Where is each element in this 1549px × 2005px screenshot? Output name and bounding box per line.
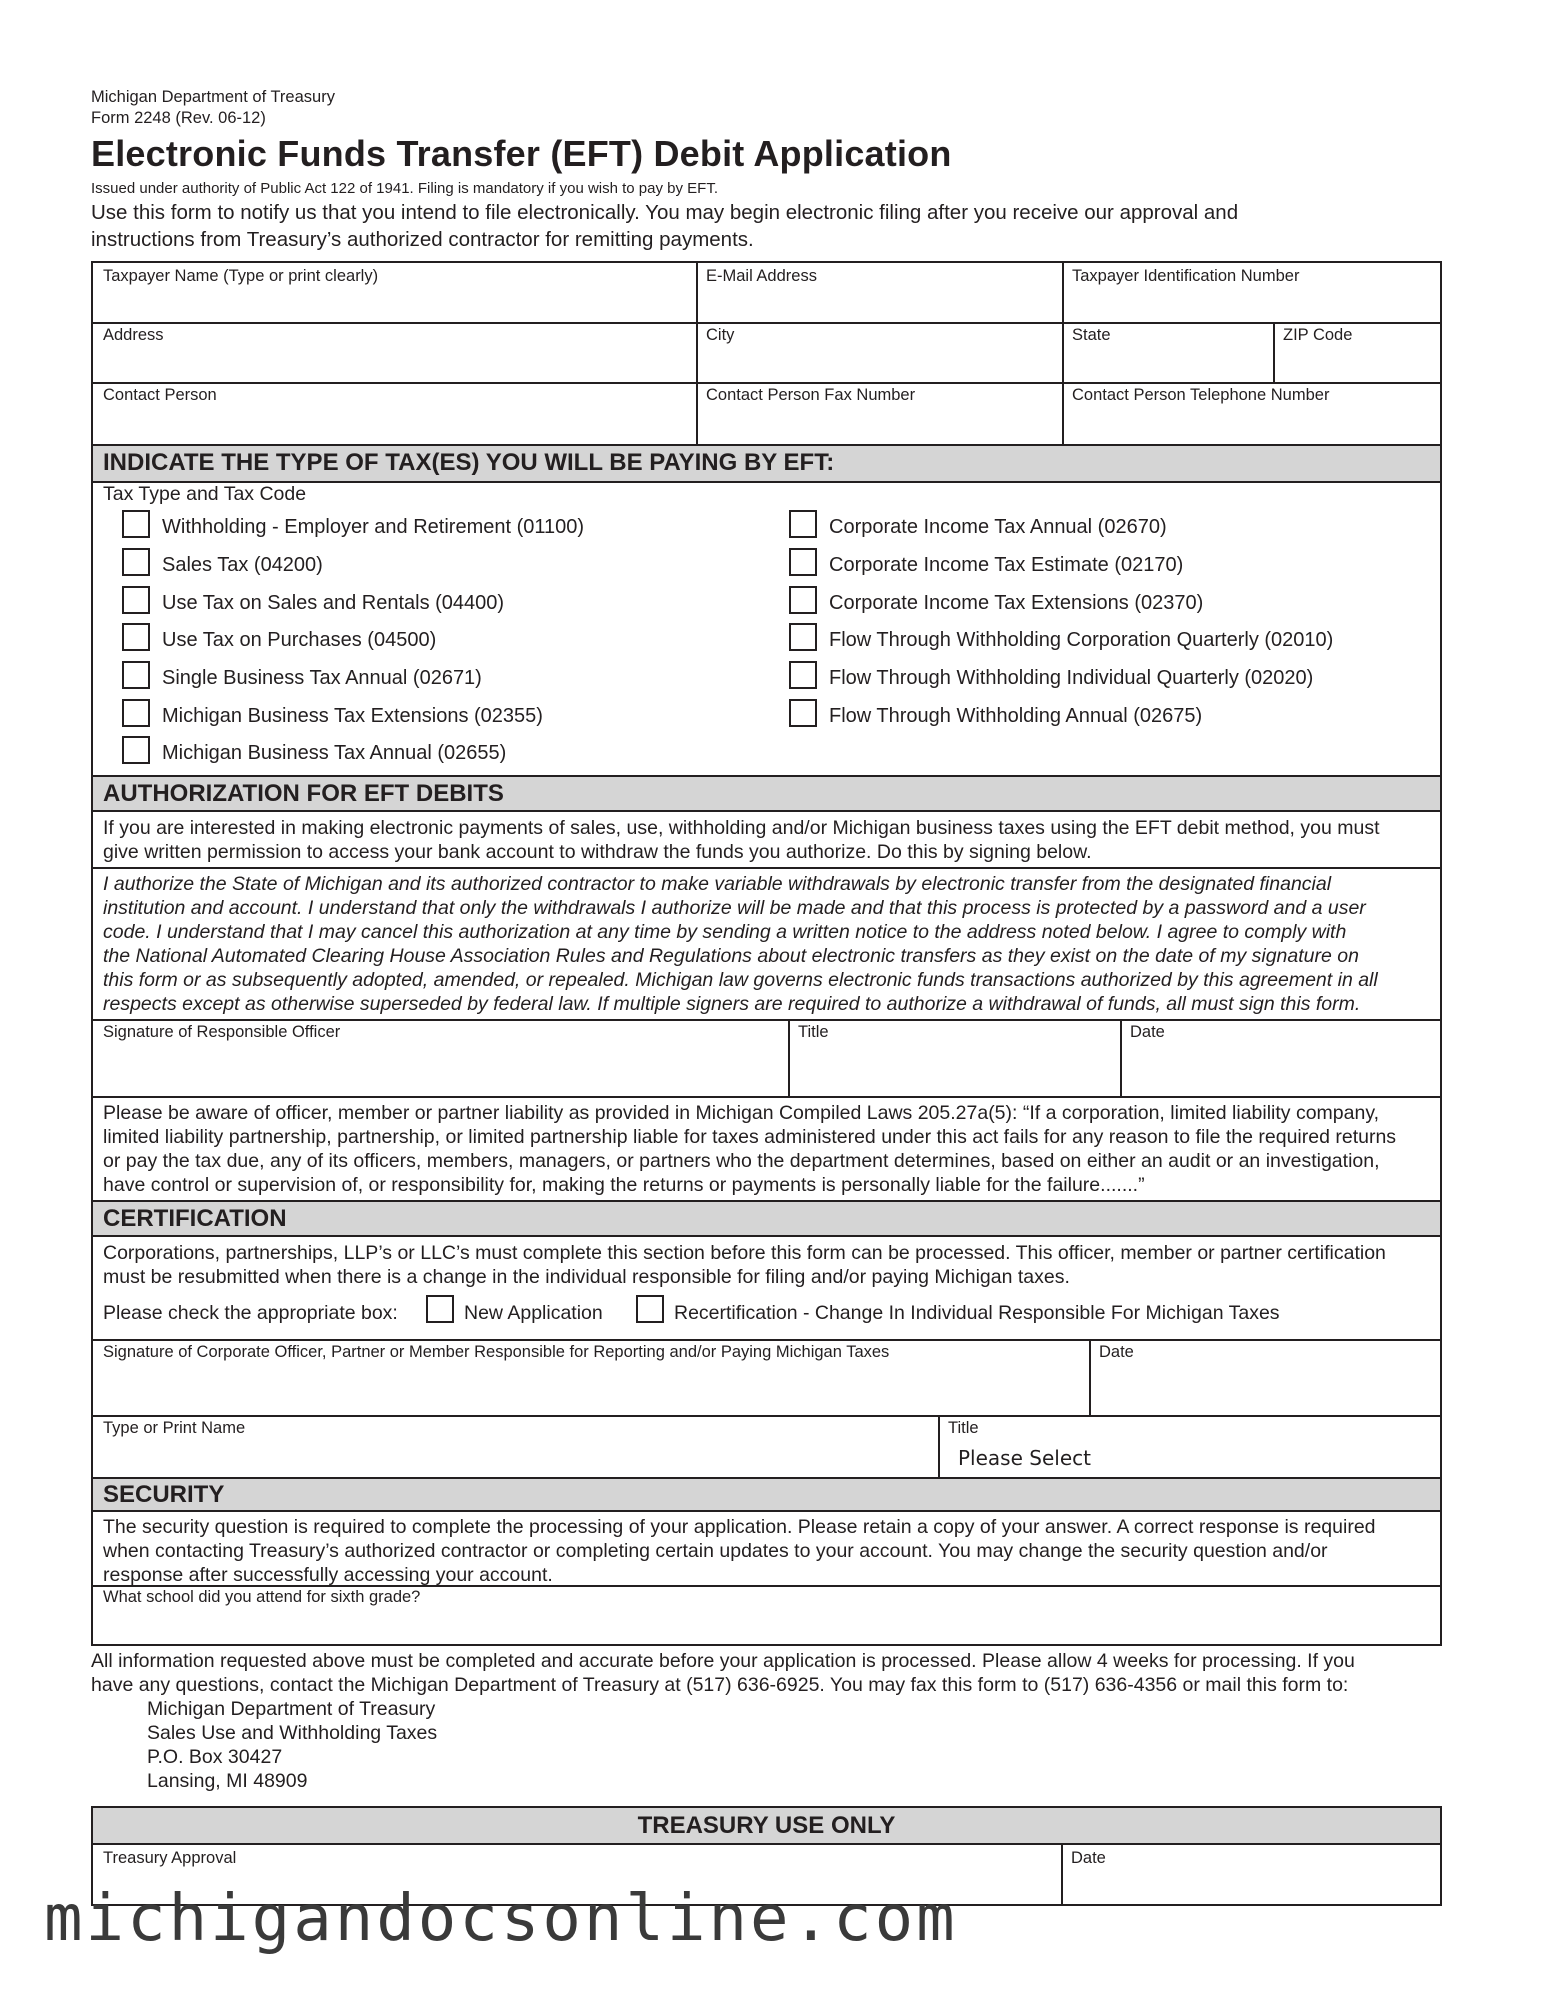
checkbox-withholding[interactable] — [122, 510, 150, 538]
authorization-terms-line: respects except as otherwise superseded by federal law. If multiple signers are required to authorize a withdrawal of funds, all must sign this form. — [103, 993, 1361, 1015]
certification-check-prompt: Please check the appropriate box: — [103, 1302, 398, 1324]
tax-option-label: Flow Through Withholding Annual (02675) — [829, 705, 1203, 727]
liability-paragraph-line: Please be aware of officer, member or partner liability as provided in Michigan Compiled Laws 205.27a(5): “If a corporation, limited liability company, — [103, 1102, 1380, 1124]
liability-paragraph-line: limited liability partnership, partnership, or limited partnership liable for taxes administered under this act fails for any reason to file the required returns — [103, 1126, 1397, 1148]
checkbox-new-application[interactable] — [426, 1295, 454, 1323]
checkbox-use-tax-purchases[interactable] — [122, 623, 150, 651]
tax-option-label: Flow Through Withholding Corporation Quarterly (02010) — [829, 629, 1334, 651]
footer-paragraph-line: have any questions, contact the Michigan Department of Treasury at (517) 636-6925. You may fax this form to (517) 636-4356 or mail this form to: — [91, 1674, 1349, 1696]
authorization-section-header — [93, 775, 1440, 812]
zip-field[interactable]: ZIP Code — [1283, 326, 1353, 344]
tax-option-label: Withholding - Employer and Retirement (01100) — [162, 516, 585, 538]
tax-type-subheading: Tax Type and Tax Code — [103, 483, 307, 505]
divider — [93, 1019, 1440, 1021]
security-section-header — [93, 1477, 1440, 1512]
mailing-address-line: P.O. Box 30427 — [147, 1746, 283, 1768]
mailing-address-line: Michigan Department of Treasury — [147, 1698, 436, 1720]
watermark: michigandocsonline.com — [44, 1882, 958, 1956]
tax-type-section-header — [93, 444, 1440, 483]
tax-option-label: Corporate Income Tax Annual (02670) — [829, 516, 1167, 538]
security-paragraph-line: when contacting Treasury’s authorized contractor or completing certain updates to your account. You may change the security question and/or — [103, 1540, 1328, 1562]
officer-title-field[interactable]: Title — [798, 1023, 829, 1041]
contact-person-field[interactable]: Contact Person — [103, 386, 217, 404]
liability-paragraph-line: have control or supervision of, or responsibility for, making the returns or payments is personally liable for the failure.......” — [103, 1174, 1145, 1196]
intro-line-1: Use this form to notify us that you intend to file electronically. You may begin electronic filing after you receive our approval and — [91, 201, 1239, 224]
certification-paragraph-line: must be resubmitted when there is a change in the individual responsible for filing and/or paying Michigan taxes. — [103, 1266, 1070, 1288]
checkbox-single-business-tax[interactable] — [122, 661, 150, 689]
divider — [1061, 1845, 1063, 1906]
divider — [93, 1096, 1440, 1098]
authorization-paragraph-line: If you are interested in making electronic payments of sales, use, withholding and/or Michigan business taxes using the EFT debit method, you must — [103, 817, 1380, 839]
authorization-terms-line: this form or as subsequently adopted, amended, or repealed. Michigan law governs electronic funds transactions authorized by this agreement in all — [103, 969, 1378, 991]
certification-title-label: Title — [948, 1419, 979, 1437]
taxpayer-name-field[interactable]: Taxpayer Name (Type or print clearly) — [103, 267, 379, 285]
tax-option-label: Corporate Income Tax Estimate (02170) — [829, 554, 1184, 576]
officer-date-field[interactable]: Date — [1130, 1023, 1165, 1041]
divider — [93, 382, 1440, 384]
checkbox-mbt-extensions[interactable] — [122, 699, 150, 727]
address-field[interactable]: Address — [103, 326, 164, 344]
checkbox-recertification[interactable] — [636, 1295, 664, 1323]
form-title: Electronic Funds Transfer (EFT) Debit Application — [91, 133, 952, 174]
divider — [938, 1415, 940, 1477]
authority-note: Issued under authority of Public Act 122 of 1941. Filing is mandatory if you wish to pay by EFT. — [91, 180, 718, 197]
divider — [1089, 1339, 1091, 1415]
security-paragraph-line: response after successfully accessing your account. — [103, 1564, 553, 1586]
application-form — [91, 261, 1442, 1646]
print-name-field[interactable]: Type or Print Name — [103, 1419, 246, 1437]
checkbox-sales-tax[interactable] — [122, 548, 150, 576]
mailing-address-line: Sales Use and Withholding Taxes — [147, 1722, 438, 1744]
tax-option-label: Use Tax on Sales and Rentals (04400) — [162, 592, 505, 614]
department-name: Michigan Department of Treasury — [91, 88, 335, 106]
tax-type-heading: INDICATE THE TYPE OF TAX(ES) YOU WILL BE PAYING BY EFT: — [103, 449, 835, 476]
state-field[interactable]: State — [1072, 326, 1111, 344]
checkbox-ftw-corp-quarterly[interactable] — [789, 623, 817, 651]
certification-heading: CERTIFICATION — [103, 1205, 287, 1232]
tin-field[interactable]: Taxpayer Identification Number — [1072, 267, 1300, 285]
certification-paragraph-line: Corporations, partnerships, LLP’s or LLC’s must complete this section before this form can be processed. This officer, member or partner certification — [103, 1242, 1386, 1264]
treasury-use-header — [93, 1808, 1440, 1845]
email-field[interactable]: E-Mail Address — [706, 267, 817, 285]
responsible-officer-signature-field[interactable]: Signature of Responsible Officer — [103, 1023, 341, 1041]
checkbox-cit-annual[interactable] — [789, 510, 817, 538]
contact-fax-field[interactable]: Contact Person Fax Number — [706, 386, 916, 404]
security-heading: SECURITY — [103, 1481, 225, 1508]
tax-option-label: Sales Tax (04200) — [162, 554, 323, 576]
recertification-label: Recertification - Change In Individual Responsible For Michigan Taxes — [674, 1302, 1280, 1324]
divider — [93, 867, 1440, 869]
new-application-label: New Application — [464, 1302, 603, 1324]
intro-line-2: instructions from Treasury’s authorized contractor for remitting payments. — [91, 228, 754, 251]
checkbox-ftw-annual[interactable] — [789, 699, 817, 727]
divider — [788, 1019, 790, 1096]
security-answer-field[interactable]: What school did you attend for sixth grade? — [103, 1588, 421, 1606]
tax-option-label: Michigan Business Tax Extensions (02355) — [162, 705, 543, 727]
divider — [93, 1415, 1440, 1417]
tax-option-label: Flow Through Withholding Individual Quarterly (02020) — [829, 667, 1314, 689]
corporate-officer-signature-field[interactable]: Signature of Corporate Officer, Partner or Member Responsible for Reporting and/or Paying Michigan Taxes — [103, 1343, 890, 1361]
security-paragraph-line: The security question is required to complete the processing of your application. Please retain a copy of your answer. A correct response is required — [103, 1516, 1376, 1538]
certification-date-field[interactable]: Date — [1099, 1343, 1134, 1361]
contact-phone-field[interactable]: Contact Person Telephone Number — [1072, 386, 1330, 404]
tax-option-label: Use Tax on Purchases (04500) — [162, 629, 437, 651]
title-select[interactable]: Please Select — [958, 1446, 1091, 1470]
checkbox-cit-extensions[interactable] — [789, 586, 817, 614]
divider — [93, 322, 1440, 324]
divider — [1120, 1019, 1122, 1096]
authorization-terms-line: institution and account. I understand that only the withdrawals I authorize will be made and that this process is protected by a password and a user — [103, 897, 1366, 919]
divider — [93, 1585, 1440, 1587]
authorization-terms-line: the National Automated Clearing House Association Rules and Regulations about electronic transfers as they exist on the date of my signature on — [103, 945, 1359, 967]
divider — [696, 263, 698, 444]
checkbox-mbt-annual[interactable] — [122, 736, 150, 764]
treasury-approval-field: Treasury Approval — [103, 1849, 237, 1867]
certification-section-header — [93, 1200, 1440, 1237]
tax-option-label: Corporate Income Tax Extensions (02370) — [829, 592, 1204, 614]
divider — [1062, 263, 1064, 444]
checkbox-cit-estimate[interactable] — [789, 548, 817, 576]
divider — [1273, 322, 1275, 382]
treasury-use-heading: TREASURY USE ONLY — [637, 1812, 896, 1839]
checkbox-ftw-individual-quarterly[interactable] — [789, 661, 817, 689]
city-field[interactable]: City — [706, 326, 735, 344]
authorization-terms-line: I authorize the State of Michigan and its authorized contractor to make variable withdrawals by electronic transfer from the designated financial — [103, 873, 1332, 895]
mailing-address-line: Lansing, MI 48909 — [147, 1770, 308, 1792]
tax-option-label: Single Business Tax Annual (02671) — [162, 667, 482, 689]
divider — [93, 1339, 1440, 1341]
treasury-date-field: Date — [1071, 1849, 1106, 1867]
authorization-terms-line: code. I understand that I may cancel this authorization at any time by sending a written notice to the address noted below. I agree to comply with — [103, 921, 1347, 943]
authorization-paragraph-line: give written permission to access your bank account to withdraw the funds you authorize. Do this by signing below. — [103, 841, 1092, 863]
tax-option-label: Michigan Business Tax Annual (02655) — [162, 742, 507, 764]
authorization-heading: AUTHORIZATION FOR EFT DEBITS — [103, 780, 504, 807]
liability-paragraph-line: or pay the tax due, any of its officers, members, managers, or partners who the department determines, based on either an audit or an investigation, — [103, 1150, 1380, 1172]
footer-paragraph-line: All information requested above must be completed and accurate before your application is processed. Please allow 4 weeks for processing. If you — [91, 1650, 1355, 1672]
checkbox-use-tax-sales-rentals[interactable] — [122, 586, 150, 614]
form-number: Form 2248 (Rev. 06-12) — [91, 109, 266, 127]
